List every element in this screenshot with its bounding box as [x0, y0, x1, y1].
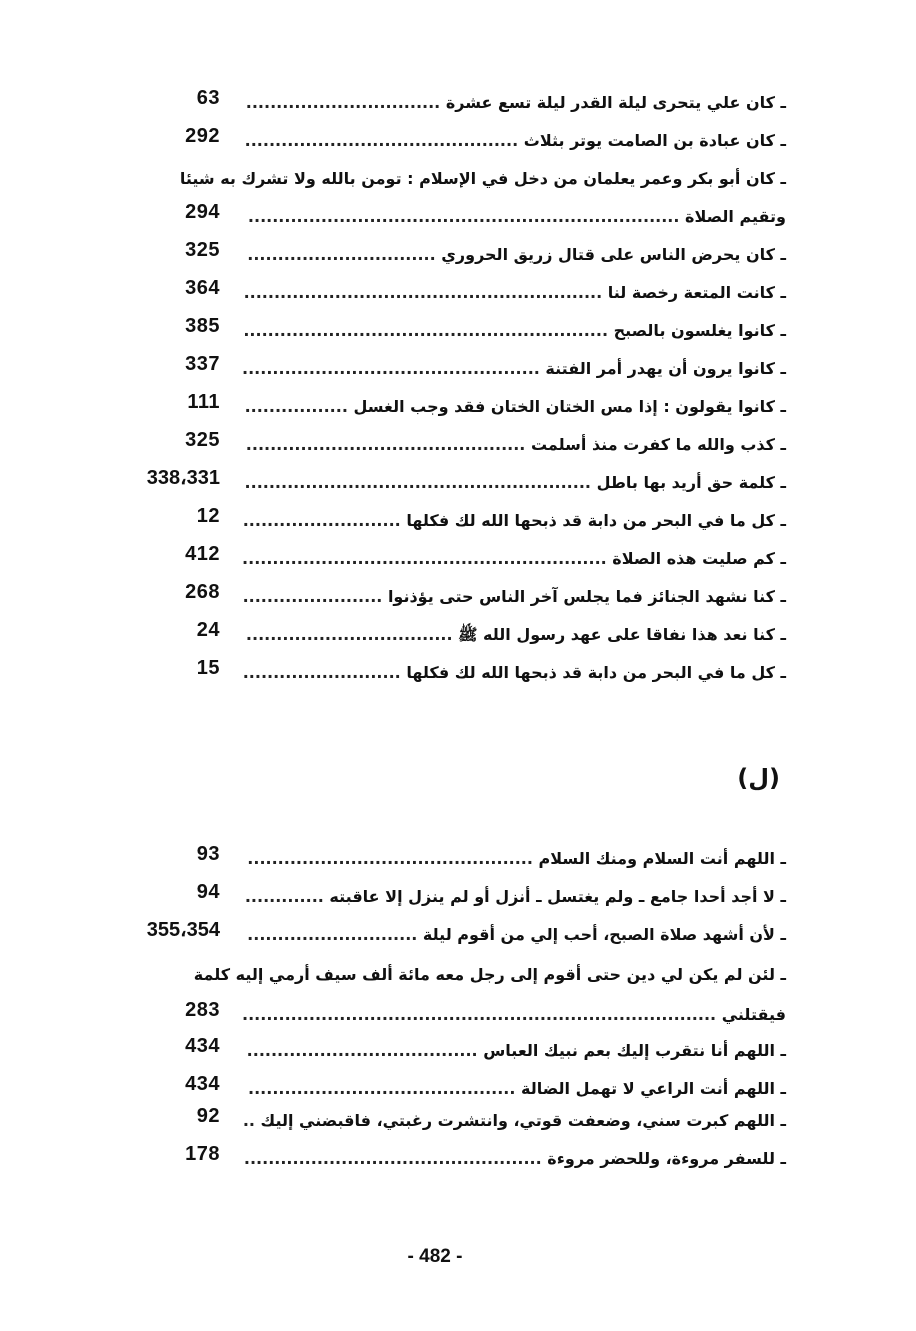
entry-text: ـ كلمة حق أريد بها باطل	[596, 473, 786, 492]
index-entry	[120, 390, 786, 424]
entry-text: ـ لا أجد أحدا جامع ـ ولم يغتسل ـ أنزل أو لم ينزل إلا عاقبته	[329, 887, 786, 906]
index-entry	[120, 1104, 786, 1138]
entry-page-ref: 325	[185, 429, 220, 451]
entry-text: ـ كان يحرض الناس على قتال زريق الحروري	[441, 245, 786, 264]
dot-leader: ...............................................	[247, 849, 539, 868]
entry-text: ـ كم صليت هذه الصلاة	[612, 549, 786, 568]
entry-page-ref: 93	[196, 843, 220, 865]
dot-leader: ............................................	[248, 1079, 522, 1098]
dot-leader: .............	[244, 887, 330, 906]
entry-text: ـ كان أبو بكر وعمر يعلمان من دخل في الإسلام : تومن بالله ولا تشرك به شيئا	[179, 169, 786, 188]
index-entry	[120, 352, 786, 386]
dot-leader: ...........................................................	[243, 283, 608, 302]
dot-leader: .......................................................................	[247, 207, 686, 226]
entry-text: ـ اللهم أنت السلام ومنك السلام	[538, 849, 786, 868]
entry-text: ـ لئن لم يكن لي دين حتى أقوم إلى رجل معه مائة ألف سيف أرمي إليه كلمة	[193, 965, 786, 984]
entry-page-ref: 292	[185, 125, 220, 147]
dot-leader: ..............................................................................	[242, 1005, 722, 1024]
index-entry	[120, 200, 786, 234]
dot-leader: ..	[242, 1111, 261, 1130]
dot-leader: ..........................	[242, 511, 407, 530]
index-entry	[120, 880, 786, 914]
index-entry	[120, 428, 786, 462]
dot-leader: ..........................	[242, 663, 407, 682]
entry-page-ref: 385	[185, 315, 220, 337]
index-entry	[120, 656, 786, 690]
dot-leader: ............................................................	[243, 321, 614, 340]
index-entry	[120, 276, 786, 310]
entry-page-ref: 283	[185, 999, 220, 1021]
dot-leader: ..................................	[245, 625, 459, 644]
dot-leader: ............................................................	[242, 549, 613, 568]
entry-page-ref: 325	[185, 239, 220, 261]
entry-page-ref: 338،331	[146, 467, 220, 489]
entry-text: ـ كنا نعد هذا نفاقا على عهد رسول الله ﷺ	[458, 625, 786, 644]
page-number: - 482 -	[407, 1246, 463, 1267]
dot-leader: .................	[244, 397, 354, 416]
entry-page-ref: 434	[185, 1073, 220, 1095]
index-entry	[120, 918, 786, 952]
dot-leader: .............................................	[244, 131, 524, 150]
dot-leader: ............................	[247, 925, 423, 944]
index-entry	[120, 466, 786, 500]
entry-page-ref: 12	[196, 505, 220, 527]
entry-page-ref: 178	[185, 1143, 220, 1165]
section-heading-lam: (ل)	[737, 764, 780, 792]
dot-leader: .................................................	[243, 1149, 548, 1168]
entry-text: ـ كان عبادة بن الصامت يوتر بثلاث	[523, 131, 786, 150]
entry-text: ـ كل ما في البحر من دابة قد ذبحها الله لك فكلها	[406, 663, 786, 682]
index-entry	[120, 504, 786, 538]
dot-leader: ......................................	[246, 1041, 484, 1060]
index-entry	[120, 998, 786, 1032]
entry-page-ref: 94	[196, 881, 220, 903]
index-entry	[120, 1034, 786, 1068]
entry-text: ـ كانت المتعة رخصة لنا	[607, 283, 786, 302]
entry-text: ـ كل ما في البحر من دابة قد ذبحها الله لك فكلها	[406, 511, 786, 530]
index-entry	[120, 618, 786, 652]
dot-leader: .................................................	[242, 359, 546, 378]
dot-leader: .........................................................	[244, 473, 597, 492]
entry-page-ref: 434	[185, 1035, 220, 1057]
entry-page-ref: 92	[196, 1105, 220, 1127]
entry-text: ـ اللهم أنا نتقرب إليك بعم نبيك العباس	[483, 1041, 786, 1060]
entry-page-ref: 337	[185, 353, 220, 375]
entry-page-ref: 412	[185, 543, 220, 565]
index-entry	[120, 958, 786, 992]
index-entry	[120, 162, 786, 196]
entry-page-ref: 294	[185, 201, 220, 223]
dot-leader: ................................	[245, 93, 446, 112]
entry-page-ref: 355،354	[146, 919, 220, 941]
index-entry	[120, 1072, 786, 1106]
entry-page-ref: 63	[196, 87, 220, 109]
entry-text: ـ كانوا يقولون : إذا مس الختان الختان فقد وجب الغسل	[353, 397, 786, 416]
entry-text: ـ كانوا يرون أن يهدر أمر الفتنة	[545, 359, 786, 378]
dot-leader: ...............................	[247, 245, 442, 264]
dot-leader: .......................	[242, 587, 388, 606]
index-entry	[120, 542, 786, 576]
entry-page-ref: 15	[196, 657, 220, 679]
entry-text: ـ كان علي يتحرى ليلة القدر ليلة تسع عشرة	[445, 93, 786, 112]
entry-text: فيقتلني	[721, 1005, 786, 1024]
entry-page-ref: 111	[187, 391, 220, 413]
entry-page-ref: 268	[185, 581, 220, 603]
entry-text: ـ كنا نشهد الجنائز فما يجلس آخر الناس حتى يؤذنوا	[387, 587, 786, 606]
entry-text: ـ للسفر مروءة، وللحضر مروءة	[547, 1149, 786, 1168]
entry-text: ـ اللهم كبرت سني، وضعفت قوتي، وانتشرت رغبتي، فاقبضني إليك	[260, 1111, 786, 1130]
index-entry	[120, 238, 786, 272]
index-entry	[120, 86, 786, 120]
entry-text: ـ كذب والله ما كفرت منذ أسلمت	[530, 435, 786, 454]
entry-page-ref: 24	[196, 619, 220, 641]
entry-text: ـ كانوا يغلسون بالصبح	[613, 321, 786, 340]
entry-text: ـ اللهم أنت الراعي لا تهمل الضالة	[521, 1079, 786, 1098]
index-entry	[120, 580, 786, 614]
entry-text: وتقيم الصلاة	[685, 207, 786, 226]
entry-text: ـ لأن أشهد صلاة الصبح، أحب إلي من أقوم ليلة	[422, 925, 786, 944]
index-entry	[120, 1142, 786, 1176]
index-entry	[120, 124, 786, 158]
index-entry	[120, 842, 786, 876]
index-entry	[120, 314, 786, 348]
entry-page-ref: 364	[185, 277, 220, 299]
dot-leader: ..............................................	[245, 435, 531, 454]
